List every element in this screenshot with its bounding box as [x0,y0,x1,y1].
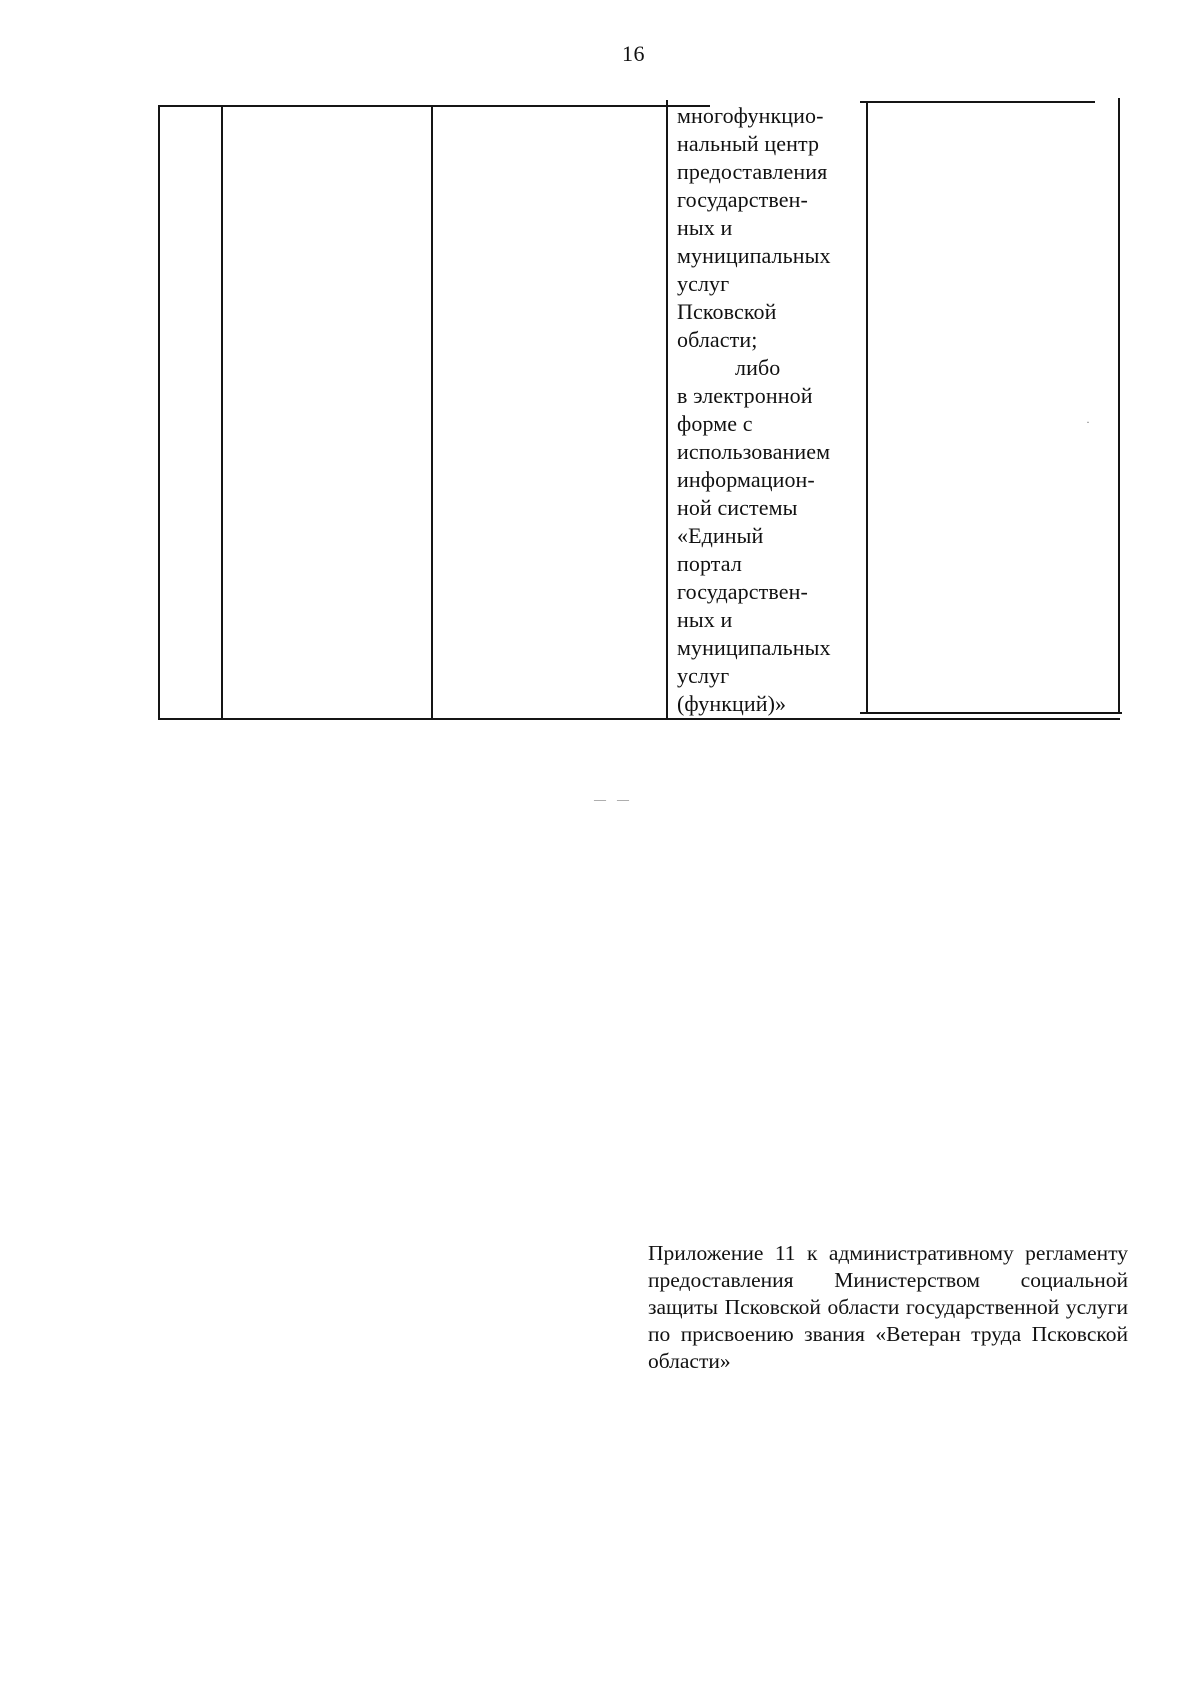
table-column-border-5 [866,102,868,714]
table-cell-line: ной системы [677,495,798,520]
table-cell-line: ных и [677,607,733,632]
table-cell-line: муниципальных [677,243,831,268]
page-mark: · [1086,415,1090,429]
table-border-bottom [158,718,1120,720]
table-border-bottom-right [860,712,1122,714]
table-cell-line: форме с [677,411,753,436]
table-cell-line: Псковской [677,299,777,324]
table-cell-line: в электронной [677,383,813,408]
table-cell-line: предоставления [677,159,828,184]
table-column-border-6 [1118,98,1120,714]
table-column-border-2 [221,105,223,720]
table-cell-line: либо [735,355,781,380]
table-cell-line: области; [677,327,758,352]
page-number: 16 [622,41,645,66]
table-column-border-4 [666,100,668,720]
table-cell-line: портал [677,551,742,576]
table-cell-line: информацион- [677,467,815,492]
table-border-top-right [860,101,1095,103]
table-cell-line: государствен- [677,187,808,212]
continued-table [0,0,1200,760]
table-column-border-3 [431,105,433,720]
table-cell-line: услуг [677,663,730,688]
table-column-border-1 [158,105,160,720]
table-cell-line: многофункцио- [677,103,824,128]
table-cell-line: «Единый [677,523,764,548]
table-cell-service-channel [677,102,859,718]
table-cell-line: нальный центр [677,131,820,156]
table-cell-line: услуг [677,271,730,296]
table-cell-line: муниципальных [677,635,831,660]
appendix-note: Приложение 11 к административному регламенту предоставления Министерством социальной защиты Псковской области государственной услуги по присвоению звания «Ветеран труда Псковской области» [648,1241,1128,1373]
table-cell-line: ных и [677,215,733,240]
table-cell-line: использованием [677,439,831,464]
table-border-top-left [158,105,710,107]
table-cell-line: (функций)» [677,691,787,716]
table-cell-line: государствен- [677,579,808,604]
page-mark: — — [594,792,633,806]
